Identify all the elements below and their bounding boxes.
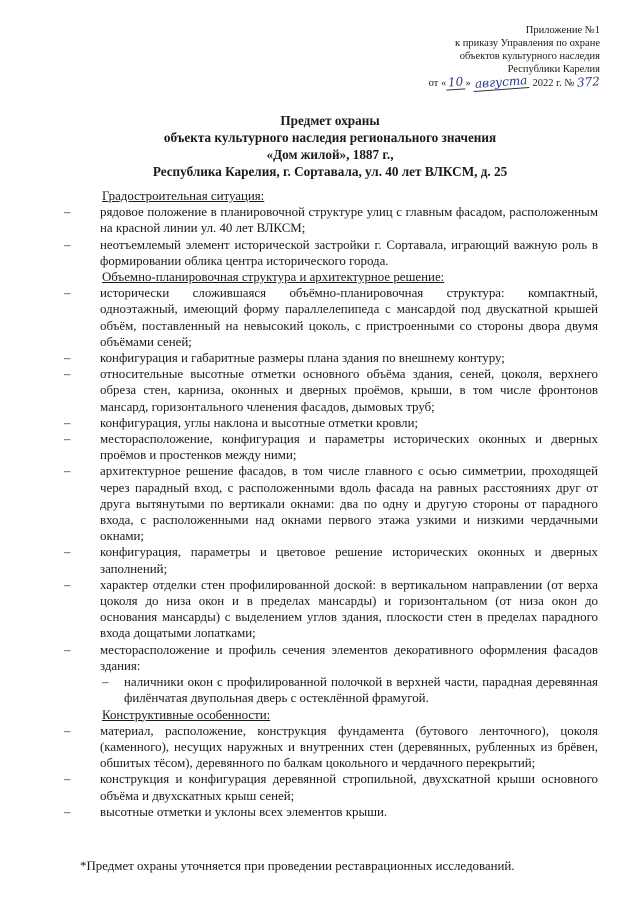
list-item: – неотъемлемый элемент исторической застройки г. Сортавала, играющий важную роль в формировании облика центра исторического города. [62, 237, 598, 269]
appendix-line: Приложение №1 [525, 25, 600, 36]
title-line: «Дом жилой», 1887 г., [266, 147, 394, 162]
section-heading: Объемно-планировочная структура и архитектурное решение: [102, 270, 445, 285]
list-item: – исторически сложившаяся объёмно-планировочная структура: компактный, одноэтажный, имеющий форму параллелепипеда с мансардой под двускатной крышей объём, поставленный на невысокий цоколь, с пристроенными со стороны двора двумя объёмами сеней; [62, 285, 598, 350]
order-year: 2022 г. № [532, 78, 575, 89]
appendix-line: к приказу Управления по охране [455, 38, 600, 49]
section-heading: Конструктивные особенности: [102, 707, 271, 722]
title-line: Республика Карелия, г. Сортавала, ул. 40 лет ВЛКСМ, д. 25 [152, 164, 508, 179]
list-item: – конфигурация, параметры и цветовое решение исторических оконных и дверных заполнений; [62, 544, 598, 576]
handwritten-month: августа [473, 74, 530, 92]
document-title [50, 112, 610, 180]
list-item: – конфигурация и габаритные размеры плана здания по внешнему контуру; [62, 350, 598, 366]
appendix-line: Республики Карелия [507, 64, 600, 75]
sub-list-item: – наличники окон с профилированной полочкой в верхней части, парадная деревянная филёнчатая двупольная дверь с остеклённой фрамугой. [62, 674, 598, 706]
list-item: – высотные отметки и уклоны всех элементов крыши. [62, 804, 598, 820]
list-item: – архитектурное решение фасадов, в том числе главного с осью симметрии, проходящей через парадный вход, с расположенными вдоль фасада на равных расстояниях друг от друга вытянутыми по вертикали окнами: два по одну и другую стороны от парадного входа, с расположенными над окнами первого этажа узкими и низкими чердачными окнами; [62, 463, 598, 544]
appendix-line: объектов культурного наследия [459, 51, 600, 62]
list-item: – месторасположение, конфигурация и параметры исторических оконных и дверных проёмов и простенков между ними; [62, 431, 598, 463]
list-item: – рядовое положение в планировочной структуре улиц с главным фасадом, расположенным на красной линии ул. 40 лет ВЛКСМ; [62, 204, 598, 236]
title-line: объекта культурного наследия регионального значения [163, 130, 497, 145]
list-item: – материал, расположение, конструкция фундамента (бутового ленточного), цоколя (каменного), несущих наружных и внутренних стен (деревянных, рубленных из брёвен, обшитых тёсом), деревянного по балкам цокольного и чердачного перекрытий; [62, 723, 598, 772]
list-item: – конфигурация, углы наклона и высотные отметки кровли; [62, 415, 598, 431]
order-date-line [340, 73, 601, 91]
list-item: – характер отделки стен профилированной доской: в вертикальном направлении (от верха цоколя до низа окон и в пределах мансарды) и горизонтальном (от низа окон до основания мансарды) с выделением углов здания, плоскости стен в пределах парадного входа дощатыми лопатками; [62, 577, 598, 642]
title-line: Предмет охраны [280, 113, 380, 128]
handwritten-day: 10 [446, 75, 466, 90]
order-date-mid: » [465, 78, 471, 89]
order-date-prefix: от « [428, 78, 447, 89]
list-item: – конструкция и конфигурация деревянной стропильной, двухскатной крыши основного объёма и двухскатных крыш сеней; [62, 771, 598, 803]
list-item: – месторасположение и профиль сечения элементов декоративного оформления фасадов здания: [62, 642, 598, 674]
handwritten-order-number: 372 [576, 74, 601, 90]
footnote: *Предмет охраны уточняется при проведении реставрационных исследований. [80, 859, 515, 873]
appendix-block [340, 24, 600, 90]
list-item: – относительные высотные отметки основного объёма здания, сеней, цоколя, верхнего обреза стен, карниза, оконных и дверных проёмов, крыши, в том числе фронтонов мансард, горизонтального членения фасадов, дымовых труб; [62, 366, 598, 415]
document-body [62, 188, 598, 820]
section-heading: Градостроительная ситуация: [102, 189, 265, 203]
